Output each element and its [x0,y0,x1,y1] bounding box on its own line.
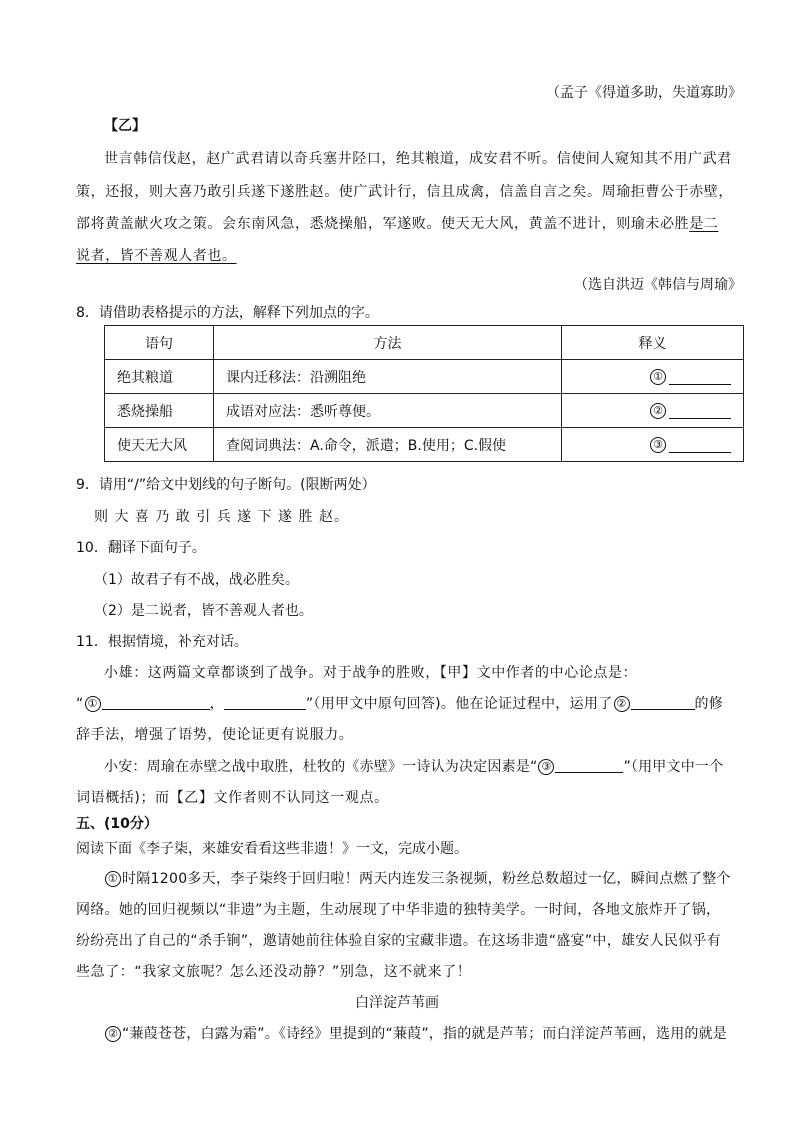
passage-yi-line-3-text: 部将黄盖献火攻之策。会东南风急，悉烧操船，军遂败。使天无大风，黄盖不进计，则瑜未必胜 [76,216,690,232]
paragraph-number-2: ② [105,1026,121,1042]
blank-number-3: ③ [538,759,554,775]
question-11-line-2-end: 的修 [694,696,724,712]
answer-blank-q11-1b[interactable] [224,695,306,710]
answer-blank-q11-3[interactable] [555,758,623,773]
answer-blank-q11-1a[interactable] [102,695,210,710]
row-phrase: 使天无大风 [105,428,214,462]
question-10-prompt: 10．翻译下面句子。 [76,540,206,556]
answer-blank-2[interactable] [669,404,731,419]
passage-yi-line-3 [76,213,718,233]
answer-blank-3[interactable] [669,438,731,453]
table-row [105,428,744,462]
row-method: 成语对应法：悉听尊便。 [214,394,562,428]
table-header-row [105,326,744,360]
answer-blank-1[interactable] [669,370,731,385]
question-10-item-2: （2）是二说者，皆不善观人者也。 [94,603,313,619]
article-paragraph-1-line-4: 些急了：“我家文旅呢？怎么还没动静？”别急，这不就来了！ [76,964,472,980]
row-phrase: 悉烧操船 [105,394,214,428]
passage-yi-label: 【乙】 [104,118,146,134]
underlined-sentence-part-1: 是二 [689,216,719,232]
question-11-line-3: 辞手法，增强了语势，使论证更有说服力。 [76,727,354,743]
question-11-line-4-end: ”（用甲文中一个 [623,759,724,775]
article-subtitle: 白洋淀芦苇画 [355,995,439,1011]
table-row [105,360,744,394]
question-9-prompt: 9．请用“/”给文中划线的句子断句。(限断两处） [76,477,376,493]
row-method: 课内迁移法：沿溯阻绝 [214,360,562,394]
header-meaning: 释义 [562,326,744,360]
passage-jia-source: （孟子《得道多助，失道寡助》 [546,85,742,101]
open-quote: “ [76,696,84,712]
blank-number-1: ① [85,696,101,712]
table-row [105,394,744,428]
question-10-item-1: （1）故君子有不战，战必胜矣。 [94,572,299,588]
header-phrase: 语句 [105,326,214,360]
question-8-prompt: 8．请借助表格提示的方法，解释下列加点的字。 [76,305,379,321]
method-table [104,325,744,462]
paragraph-number-1: ① [105,871,121,887]
question-9-sentence: 则 大 喜 乃 敢 引 兵 遂 下 遂 胜 赵。 [94,509,349,525]
row-phrase: 绝其粮道 [105,360,214,394]
paragraph-1-text: 时隔1200多天，李子柒终于回归啦！两天内连发三条视频，粉丝总数超过一亿，瞬间点燃了整个 [122,871,731,887]
article-paragraph-1-line-1 [104,868,731,888]
row-answer-cell [562,428,744,462]
comma: ， [209,696,224,712]
row-answer-cell [562,360,744,394]
answer-number-1: ① [650,369,666,385]
article-paragraph-2-line-1 [104,1023,727,1043]
article-paragraph-1-line-3: 纷纷亮出了自己的“杀手锏”，邀请她前往体验自家的宝藏非遗。在这场非遗“盛宴”中，雄安人民似乎有 [76,933,722,949]
section-5-heading: 五、(10分） [76,816,158,832]
question-11-line-1: 小雄：这两篇文章都谈到了战争。对于战争的胜败，【甲】文中作者的中心论点是： [104,665,638,681]
row-answer-cell [562,394,744,428]
header-method: 方法 [214,326,562,360]
section-5-intro: 阅读下面《李子柒，来雄安看看这些非遗！》一文，完成小题。 [76,841,468,857]
article-paragraph-1-line-2: 网络。她的回归视频以“非遗”为主题，生动展现了中华非遗的独特美学。一时间，各地文旅炸开了锅， [76,902,721,918]
passage-yi-line-2: 策，还报，则大喜乃敢引兵遂下遂胜赵。使广武计行，信且成禽，信盖自言之矣。周瑜拒曹公于赤壁， [76,184,733,200]
question-11-line-4-start: 小安：周瑜在赤壁之战中取胜，杜牧的《赤壁》一诗认为决定因素是“ [104,759,538,775]
answer-blank-q11-2[interactable] [631,695,695,710]
passage-yi-source: （选自洪迈《韩信与周瑜》 [574,277,742,293]
answer-number-2: ② [650,403,666,419]
question-11-line-4 [104,756,723,776]
paragraph-2-text: “蒹葭苍苍，白露为霜”。《诗经》里提到的“蒹葭”，指的就是芦苇；而白洋淀芦苇画，选用的就是 [122,1026,728,1042]
passage-yi-line-1: 世言韩信伐赵，赵广武君请以奇兵塞井陉口，绝其粮道，成安君不听。信使间人窥知其不用广武君 [104,151,732,167]
underlined-sentence-part-2: 说者，皆不善观人者也。 [76,248,237,264]
answer-number-3: ③ [650,437,666,453]
blank-number-2: ② [614,696,630,712]
question-11-prompt: 11．根据情境，补充对话。 [76,634,248,650]
question-11-line-2-mid: ”（用甲文中原句回答)。他在论证过程中，运用了 [305,696,613,712]
question-11-line-5: 词语概括)；而【乙】文作者则不认同这一观点。 [76,790,389,806]
row-method: 查阅词典法：A.命令，派遣；B.使用；C.假使 [214,428,562,462]
question-11-line-2 [76,693,723,713]
